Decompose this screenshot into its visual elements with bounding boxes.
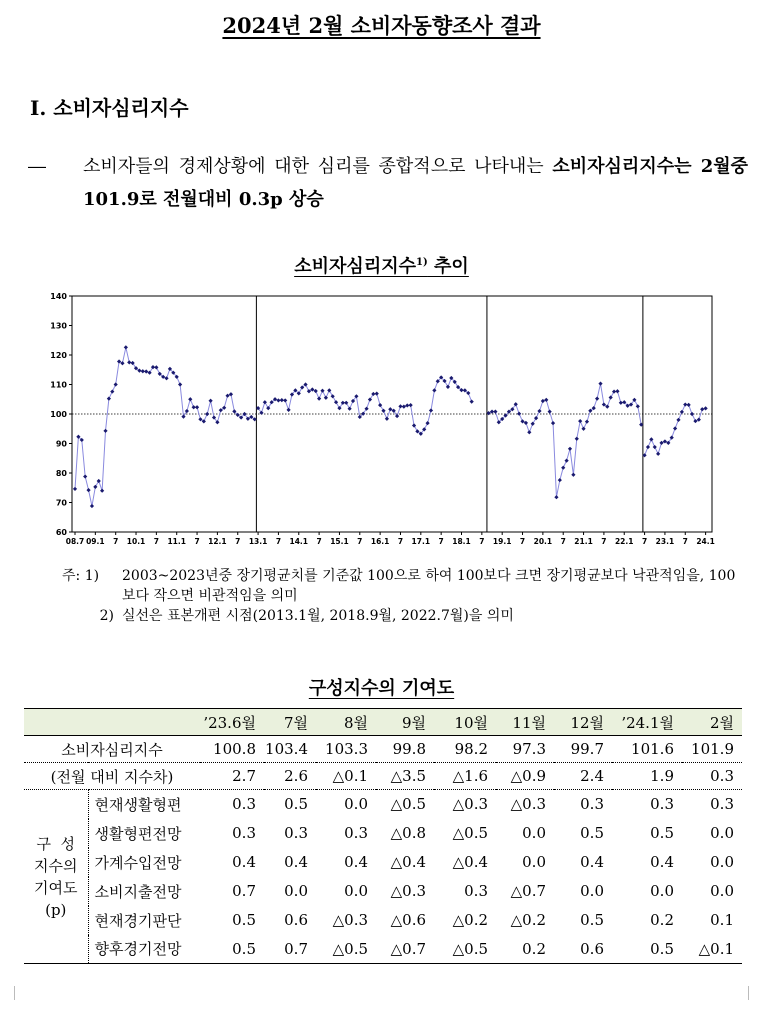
dash-bullet: ― xyxy=(28,156,46,177)
table-cell: 0.3 xyxy=(232,824,256,842)
table-cell: 0.4 xyxy=(580,853,604,871)
x-tick-label: 7 xyxy=(194,537,200,546)
x-tick-label: 7 xyxy=(357,537,363,546)
x-tick-label: 7 xyxy=(519,537,526,546)
x-tick-label: 19.1 xyxy=(492,537,512,546)
header-month: ’23.6월 xyxy=(200,709,264,736)
header-month: 10월 xyxy=(434,709,496,736)
contribution-table xyxy=(24,708,742,964)
note-2-text: 실선은 표본개편 시점(2013.1월, 2018.9월, 2022.7월)을 의미 xyxy=(122,608,514,624)
x-tick-label: 14.1 xyxy=(289,537,309,546)
table-cell: △0.6 xyxy=(390,911,426,929)
summary-plain: 소비자들의 경제상황에 대한 심리를 종합적으로 나타내는 xyxy=(83,156,553,177)
table-cell: 2.6 xyxy=(264,763,316,790)
table-cell: 0.6 xyxy=(284,911,308,929)
summary-bold: 소비자심리지수는 2월중 101.9로 전월대비 0.3p 상승 xyxy=(83,156,749,210)
table-cell: 0.0 xyxy=(710,853,734,871)
table-cell: 0.7 xyxy=(232,882,256,900)
table-cell: △1.6 xyxy=(434,763,496,790)
table-cell: 0.5 xyxy=(232,911,256,929)
x-tick-label: 7 xyxy=(316,537,322,546)
group-label xyxy=(24,790,88,964)
x-tick-label: 18.1 xyxy=(452,537,471,546)
table-cell: 1.9 xyxy=(612,763,682,790)
component-label: 향후경기전망 xyxy=(88,935,200,964)
table-cell: 2.4 xyxy=(554,763,612,790)
x-tick-label: 20.1 xyxy=(533,537,553,546)
table-cell: 0.3 xyxy=(650,795,674,814)
x-tick-label: 7 xyxy=(601,537,607,546)
table-cell: △0.7 xyxy=(510,882,546,900)
note-1 xyxy=(62,566,742,606)
table-cell: △0.4 xyxy=(390,853,426,871)
header-month: 8월 xyxy=(316,709,376,736)
x-tick-label: 7 xyxy=(479,537,485,546)
table-cell: 101.9 xyxy=(682,736,742,763)
table-cell: 99.7 xyxy=(554,736,612,763)
table-cell: 0.4 xyxy=(284,853,308,871)
x-tick-label: 7 xyxy=(438,537,444,546)
table-cell: 0.2 xyxy=(496,935,554,964)
summary-paragraph xyxy=(28,150,748,216)
x-tick-label: 22.1 xyxy=(614,537,634,546)
component-label: 현재생활형편 xyxy=(94,795,182,814)
table-cell: 0.5 xyxy=(580,824,604,842)
table-cell: 98.2 xyxy=(434,736,496,763)
group-label-line: 구 성 xyxy=(36,834,76,853)
header-blank xyxy=(24,709,200,736)
table-cell: △0.8 xyxy=(390,824,426,842)
y-tick-label: 70 xyxy=(55,498,67,508)
table-cell: 0.4 xyxy=(650,853,674,871)
table-row xyxy=(24,790,742,819)
note-1-text: 2003~2023년중 장기평균치를 기준값 100으로 하여 100보다 크면 장기평균보다 낙관적임을, 100보다 작으면 비관적임을 의미 xyxy=(122,568,736,604)
table-cell: 0.3 xyxy=(284,824,308,842)
y-tick-label: 110 xyxy=(50,380,67,390)
table-header-row xyxy=(24,709,742,736)
table-cell: △0.2 xyxy=(510,911,546,929)
table-cell: △0.7 xyxy=(376,935,434,964)
table-cell: 0.0 xyxy=(344,795,368,814)
x-tick-label: 10.1 xyxy=(126,537,146,546)
x-tick-label: 7 xyxy=(682,537,688,546)
group-label-line: (p) xyxy=(45,900,67,919)
table-title: 구성지수의 기여도 xyxy=(308,678,455,699)
table-cell: 0.3 xyxy=(710,795,734,814)
x-tick-label: 7 xyxy=(275,537,282,546)
chart-notes xyxy=(62,566,742,626)
table-cell: 0.3 xyxy=(580,795,604,814)
x-tick-label: 7 xyxy=(113,537,119,546)
x-tick-label: 21.1 xyxy=(574,537,593,546)
table-cell: △0.3 xyxy=(452,795,488,814)
y-tick-label: 80 xyxy=(55,469,67,478)
table-cell: 0.0 xyxy=(344,882,368,900)
table-cell: 103.3 xyxy=(316,736,376,763)
table-cell: △0.2 xyxy=(452,911,488,929)
table-cell: 0.0 xyxy=(522,824,546,842)
table-cell: 0.4 xyxy=(232,853,256,871)
x-tick-label: 16.1 xyxy=(370,537,390,546)
table-row xyxy=(24,935,742,964)
x-tick-label: 12.1 xyxy=(208,537,227,546)
x-tick-label: 08.7 xyxy=(65,537,85,546)
header-month: 7월 xyxy=(264,709,316,736)
table-cell: 0.1 xyxy=(710,911,734,929)
y-tick-label: 100 xyxy=(50,410,67,419)
table-cell: 100.8 xyxy=(200,736,264,763)
table-cell: 0.0 xyxy=(650,882,674,900)
table-row xyxy=(24,906,742,935)
table-cell: 103.4 xyxy=(264,736,316,763)
header-month: 12월 xyxy=(554,709,612,736)
header-month: 9월 xyxy=(376,709,434,736)
x-tick-label: 15.1 xyxy=(330,537,349,546)
table-cell: 0.6 xyxy=(554,935,612,964)
group-label-line: 지수의 xyxy=(34,856,78,875)
x-tick-label: 11.1 xyxy=(167,537,186,546)
table-cell: 0.5 xyxy=(650,824,674,842)
y-tick-label: 140 xyxy=(50,292,67,301)
table-cell: △0.9 xyxy=(496,763,554,790)
table-cell: △0.3 xyxy=(510,795,546,814)
table-cell: △0.5 xyxy=(390,795,426,814)
table-cell: △0.3 xyxy=(390,882,426,900)
x-tick-label: 7 xyxy=(560,537,566,546)
table-cell: 0.3 xyxy=(682,763,742,790)
table-row xyxy=(24,736,742,763)
csi-line-chart xyxy=(48,288,718,558)
x-tick-label: 7 xyxy=(153,537,159,546)
table-cell: 0.0 xyxy=(284,882,308,900)
y-tick-label: 90 xyxy=(55,439,67,449)
x-tick-label: 23.1 xyxy=(655,537,675,546)
table-cell: △0.5 xyxy=(434,935,496,964)
x-tick-label: 13.1 xyxy=(248,537,268,546)
note-1-label: 주: 1) xyxy=(62,568,100,584)
component-label: 가계수입전망 xyxy=(94,853,182,872)
note-2-label: 2) xyxy=(99,608,114,624)
component-label: 소비지출전망 xyxy=(94,882,182,901)
x-tick-label: 24.1 xyxy=(696,537,715,546)
table-cell: 101.6 xyxy=(612,736,682,763)
x-tick-label: 7 xyxy=(397,537,404,546)
table-cell: 0.7 xyxy=(264,935,316,964)
table-cell: 0.5 xyxy=(612,935,682,964)
table-cell: 0.5 xyxy=(580,911,604,929)
table-cell: 0.3 xyxy=(232,795,256,814)
table-cell: 0.0 xyxy=(580,882,604,900)
table-cell: △0.4 xyxy=(452,853,488,871)
table-cell: △3.5 xyxy=(376,763,434,790)
table-row xyxy=(24,763,742,790)
x-tick-label: 7 xyxy=(235,537,241,546)
table-cell: 0.2 xyxy=(650,911,674,929)
table-row xyxy=(24,877,742,906)
summary-text xyxy=(83,150,748,216)
component-label: 현재경기판단 xyxy=(94,911,182,930)
page-corner-mark-right xyxy=(748,986,763,1000)
x-tick-label: 09.1 xyxy=(86,537,105,546)
table-cell: △0.5 xyxy=(316,935,376,964)
page-title: 2024년 2월 소비자동향조사 결과 xyxy=(222,13,541,38)
table-row xyxy=(24,848,742,877)
page-corner-mark-left xyxy=(0,986,15,1000)
note-2 xyxy=(62,606,742,626)
table-cell: 99.8 xyxy=(376,736,434,763)
table-cell: 0.3 xyxy=(464,882,488,900)
table-cell: △0.1 xyxy=(316,763,376,790)
table-cell: 2.7 xyxy=(200,763,264,790)
table-row xyxy=(24,819,742,848)
table-cell: △0.5 xyxy=(452,824,488,842)
chart-title: 소비자심리지수$^{1)}$ 추이 xyxy=(294,256,469,277)
row-label: (전월 대비 지수차) xyxy=(24,763,200,790)
table-cell: 0.0 xyxy=(522,853,546,871)
header-month: 2월 xyxy=(682,709,742,736)
y-tick-label: 60 xyxy=(55,528,67,537)
x-tick-label: 7 xyxy=(641,537,648,546)
row-label: 소비자심리지수 xyxy=(24,736,200,763)
section-heading: Ⅰ. 소비자심리지수 xyxy=(30,96,189,120)
table-cell: 0.0 xyxy=(710,824,734,842)
table-cell: 0.5 xyxy=(200,935,264,964)
table-cell: 0.4 xyxy=(344,853,368,871)
header-month: 11월 xyxy=(496,709,554,736)
y-tick-label: 130 xyxy=(50,321,67,331)
table-cell: △0.1 xyxy=(682,935,742,964)
x-tick-label: 17.1 xyxy=(411,537,431,546)
table-cell: 97.3 xyxy=(496,736,554,763)
table-cell: △0.3 xyxy=(332,911,368,929)
table-cell: 0.0 xyxy=(710,882,734,900)
header-month: ’24.1월 xyxy=(612,709,682,736)
y-tick-label: 120 xyxy=(50,351,67,360)
component-label: 생활형편전망 xyxy=(94,824,182,843)
table-cell: 0.5 xyxy=(284,795,308,814)
table-cell: 0.3 xyxy=(344,824,368,842)
group-label-line: 기여도 xyxy=(34,878,78,897)
